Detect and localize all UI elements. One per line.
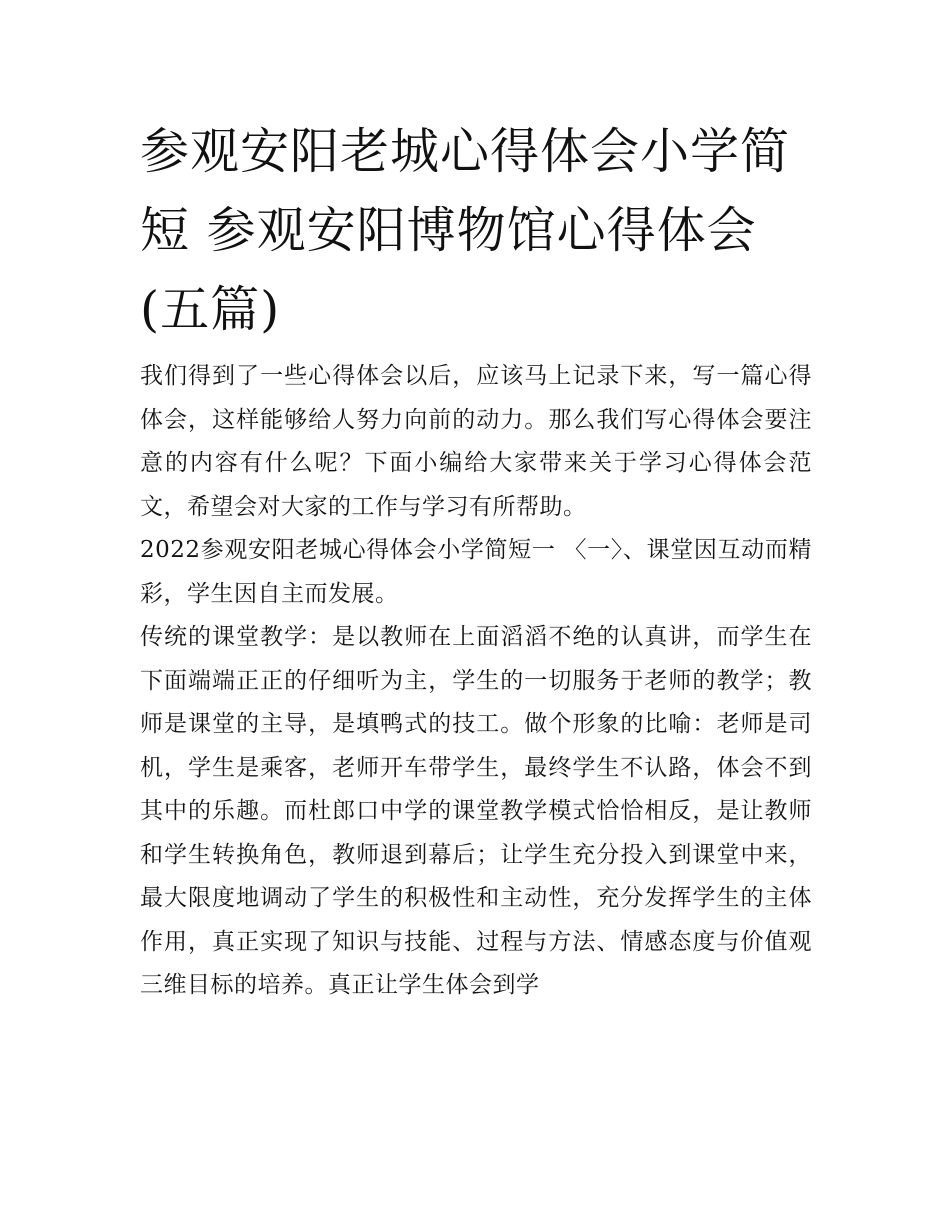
intro-paragraph: 我们得到了一些心得体会以后，应该马上记录下来，写一篇心得体会，这样能够给人努力向前的动力。那么我们写心得体会要注意的内容有什么呢？下面小编给大家带来关于学习心得体会范文，希望会对大家的工作与学习有所帮助。 xyxy=(140,363,812,520)
document-title: 参观安阳老城心得体会小学简短 参观安阳博物馆心得体会(五篇) xyxy=(140,123,791,338)
document-body xyxy=(140,355,812,1008)
document-page xyxy=(140,112,812,1008)
body-paragraph: 传统的课堂教学：是以教师在上面滔滔不绝的认真讲，而学生在下面端端正正的仔细听为主，学生的一切服务于老师的教学；教师是课堂的主导，是填鸭式的技工。做个形象的比喻：老师是司机，学生是乘客，老师开车带学生，最终学生不认路，体会不到其中的乐趣。而杜郎口中学的课堂教学模式恰恰相反，是让教师和学生转换角色，教师退到幕后；让学生充分投入到课堂中来，最大限度地调动了学生的积极性和主动性，充分发挥学生的主体作用，真正实现了知识与技能、过程与方法、情感态度与价值观三维目标的培养。真正让学生体会到学 xyxy=(140,624,812,998)
section-heading-paragraph: 2022参观安阳老城心得体会小学简短一 〈一〉、课堂因互动而精彩，学生因自主而发展。 xyxy=(140,537,812,607)
